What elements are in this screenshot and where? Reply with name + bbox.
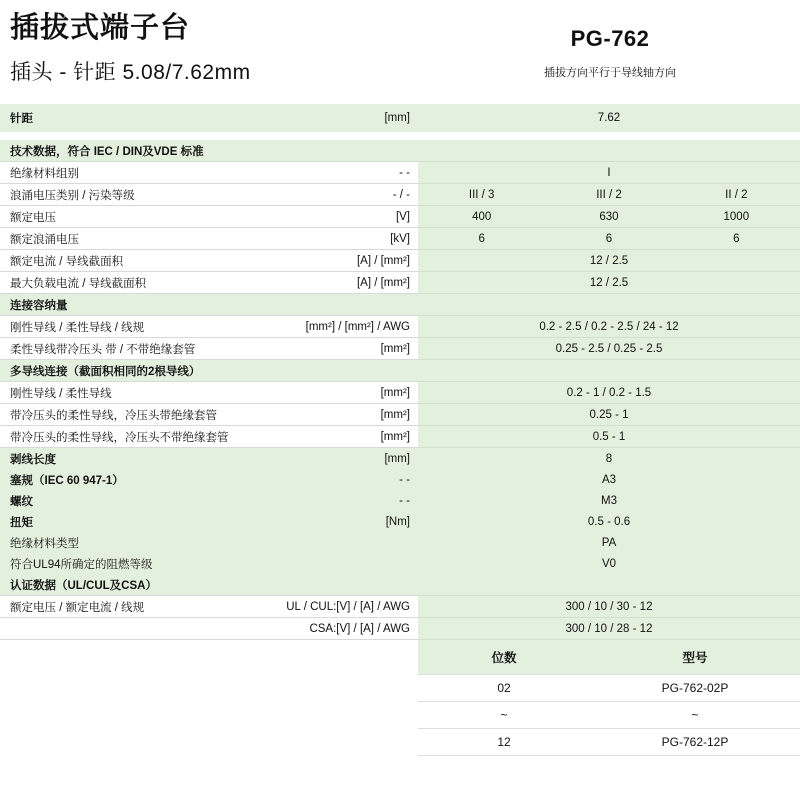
spec-value [418, 184, 800, 205]
spec-unit [228, 360, 418, 381]
spec-value [418, 382, 800, 403]
spec-unit: [mm²] [228, 404, 418, 425]
table-row [0, 511, 800, 532]
spec-label: 刚性导线 / 柔性导线 / 线规 [0, 316, 228, 337]
spec-label: 绝缘材料组别 [0, 162, 228, 183]
spec-value-cell: 300 / 10 / 28 - 12 [565, 622, 653, 635]
spec-value [418, 618, 800, 639]
specification-table [0, 104, 800, 640]
page-header [0, 0, 800, 104]
models-row [418, 701, 800, 728]
spec-value-cell: 1000 [723, 210, 750, 223]
spec-value [418, 228, 800, 249]
spec-value [418, 272, 800, 293]
spec-section-row [0, 360, 800, 381]
spec-label: 连接容纳量 [0, 294, 228, 315]
spec-value-cell: 6 [733, 232, 740, 245]
spec-unit [228, 553, 418, 574]
spec-value-cell: III / 3 [468, 188, 495, 201]
spec-label: 认证数据（UL/CUL及CSA） [0, 574, 228, 595]
table-spacer-row [0, 132, 800, 140]
spec-value-cell: II / 2 [725, 188, 748, 201]
spec-section-row [0, 140, 800, 161]
table-row [0, 250, 800, 271]
models-type-cell: ~ [590, 701, 800, 728]
spec-value-cell: III / 2 [596, 188, 622, 201]
table-row [0, 469, 800, 490]
spec-label: 额定电流 / 导线截面积 [0, 250, 228, 271]
spec-value [418, 316, 800, 337]
table-row [0, 490, 800, 511]
spec-value-cell: 6 [605, 232, 613, 245]
spec-label: 浪涌电压类别 / 污染等级 [0, 184, 228, 205]
table-row [0, 426, 800, 447]
spec-value-cell: 7.62 [597, 112, 621, 124]
table-row [0, 553, 800, 574]
spec-section-row [0, 294, 800, 315]
spec-value-cell: 300 / 10 / 30 - 12 [565, 600, 653, 613]
spec-value-cell: 12 / 2.5 [589, 254, 629, 267]
table-row [0, 596, 800, 617]
models-type-cell: PG-762-02P [590, 674, 800, 701]
spec-unit: [mm²] / [mm²] / AWG [228, 316, 418, 337]
spec-value-cell: 0.25 - 1 [589, 408, 629, 421]
models-header-row [418, 640, 800, 674]
spec-value [418, 448, 800, 469]
spec-label: 最大负载电流 / 导线截面积 [0, 272, 228, 293]
spec-unit: [kV] [228, 228, 418, 249]
spec-label: 针距 [0, 104, 228, 132]
spec-value [418, 162, 800, 183]
spec-value [418, 404, 800, 425]
spec-value [418, 426, 800, 447]
spec-value-cell: 400 [472, 210, 492, 223]
models-header-positions: 位数 [418, 640, 590, 674]
spec-value [418, 490, 800, 511]
spec-value-cell: 6 [478, 232, 485, 245]
spec-unit: [mm²] [228, 426, 418, 447]
spec-unit: [mm] [228, 104, 418, 132]
models-positions-cell: 02 [418, 674, 590, 701]
spec-value [418, 596, 800, 617]
table-row [0, 338, 800, 359]
spec-unit: - - [228, 162, 418, 183]
spec-value [418, 511, 800, 532]
spec-value [418, 104, 800, 132]
spec-value [418, 574, 800, 595]
models-row [418, 674, 800, 701]
spec-value [418, 206, 800, 227]
spec-unit: UL / CUL:[V] / [A] / AWG [228, 596, 418, 617]
spec-value-cell: I [607, 166, 611, 179]
spec-value-cell: 8 [605, 452, 613, 465]
models-header-type: 型号 [590, 640, 800, 674]
spec-value-cell: PA [601, 536, 617, 549]
spec-unit: [mm] [228, 448, 418, 469]
spec-value [418, 469, 800, 490]
table-row [0, 404, 800, 425]
spec-unit: [mm²] [228, 382, 418, 403]
header-left [10, 8, 420, 86]
spec-label: 额定浪涌电压 [0, 228, 228, 249]
spec-label: 柔性导线带冷压头 带 / 不带绝缘套管 [0, 338, 228, 359]
spec-section-row [0, 574, 800, 595]
spec-value [418, 532, 800, 553]
table-row [0, 448, 800, 469]
spec-value-cell: A3 [601, 473, 617, 486]
spec-unit: - / - [228, 184, 418, 205]
header-right [420, 8, 800, 80]
models-positions-cell: 12 [418, 728, 590, 755]
spec-label: 多导线连接（截面积相同的2根导线） [0, 360, 228, 381]
spec-label: 塞规（IEC 60 947-1） [0, 469, 228, 490]
table-row [0, 382, 800, 403]
table-row [0, 228, 800, 249]
spec-value-cell: 12 / 2.5 [589, 276, 629, 289]
table-row [0, 272, 800, 293]
spec-unit [228, 574, 418, 595]
spec-value-cell: M3 [601, 494, 617, 507]
spec-unit: [V] [228, 206, 418, 227]
spec-value-cell: 0.2 - 2.5 / 0.2 - 2.5 / 24 - 12 [539, 320, 679, 333]
spec-label: 符合UL94所确定的阻燃等级 [0, 553, 228, 574]
spec-label: 额定电压 [0, 206, 228, 227]
spec-label: 技术数据，符合 IEC / DIN及VDE 标准 [0, 140, 228, 161]
table-row [0, 532, 800, 553]
spec-value-cell: 0.5 - 1 [592, 430, 626, 443]
spec-value [418, 360, 800, 381]
spacer-cell [0, 132, 800, 140]
spec-value-cell: V0 [601, 557, 617, 570]
spec-value [418, 140, 800, 161]
table-row [0, 618, 800, 639]
spec-label [0, 618, 228, 639]
spec-unit: [mm²] [228, 338, 418, 359]
models-row [418, 728, 800, 755]
spec-label: 额定电压 / 额定电流 / 线规 [0, 596, 228, 617]
spec-value-cell: 0.2 - 1 / 0.2 - 1.5 [566, 386, 652, 399]
table-row [0, 162, 800, 183]
spec-value-cell: 0.5 - 0.6 [587, 515, 631, 528]
spec-value [418, 250, 800, 271]
models-type-cell: PG-762-12P [590, 728, 800, 755]
table-row [0, 104, 800, 132]
spec-label: 螺纹 [0, 490, 228, 511]
page-subtitle: 插头 - 针距 5.08/7.62mm [10, 61, 251, 85]
model-note: 插拔方向平行于导线轴方向 [544, 67, 676, 79]
spec-unit [228, 140, 418, 161]
spec-label: 剥线长度 [0, 448, 228, 469]
models-positions-cell: ~ [418, 701, 590, 728]
spec-unit: - - [228, 469, 418, 490]
spec-unit: [Nm] [228, 511, 418, 532]
spec-unit: [A] / [mm²] [228, 272, 418, 293]
spec-label: 带冷压头的柔性导线，冷压头不带绝缘套管 [0, 426, 228, 447]
spec-label: 刚性导线 / 柔性导线 [0, 382, 228, 403]
spec-label: 带冷压头的柔性导线，冷压头带绝缘套管 [0, 404, 228, 425]
table-row [0, 206, 800, 227]
spec-unit: - - [228, 490, 418, 511]
spec-value [418, 338, 800, 359]
spec-value-cell: 0.25 - 2.5 / 0.25 - 2.5 [555, 342, 663, 355]
spec-value-cell: 630 [599, 210, 619, 223]
spec-unit: [A] / [mm²] [228, 250, 418, 271]
spec-unit [228, 294, 418, 315]
spec-label: 绝缘材料类型 [0, 532, 228, 553]
spec-value [418, 294, 800, 315]
spec-unit [228, 532, 418, 553]
table-row [0, 184, 800, 205]
model-number: PG-762 [570, 26, 650, 51]
models-section [0, 640, 800, 756]
spec-label: 扭矩 [0, 511, 228, 532]
spec-unit: CSA:[V] / [A] / AWG [228, 618, 418, 639]
page-title: 插拔式端子台 [10, 12, 191, 44]
table-row [0, 316, 800, 337]
models-table [418, 640, 800, 756]
spec-value [418, 553, 800, 574]
